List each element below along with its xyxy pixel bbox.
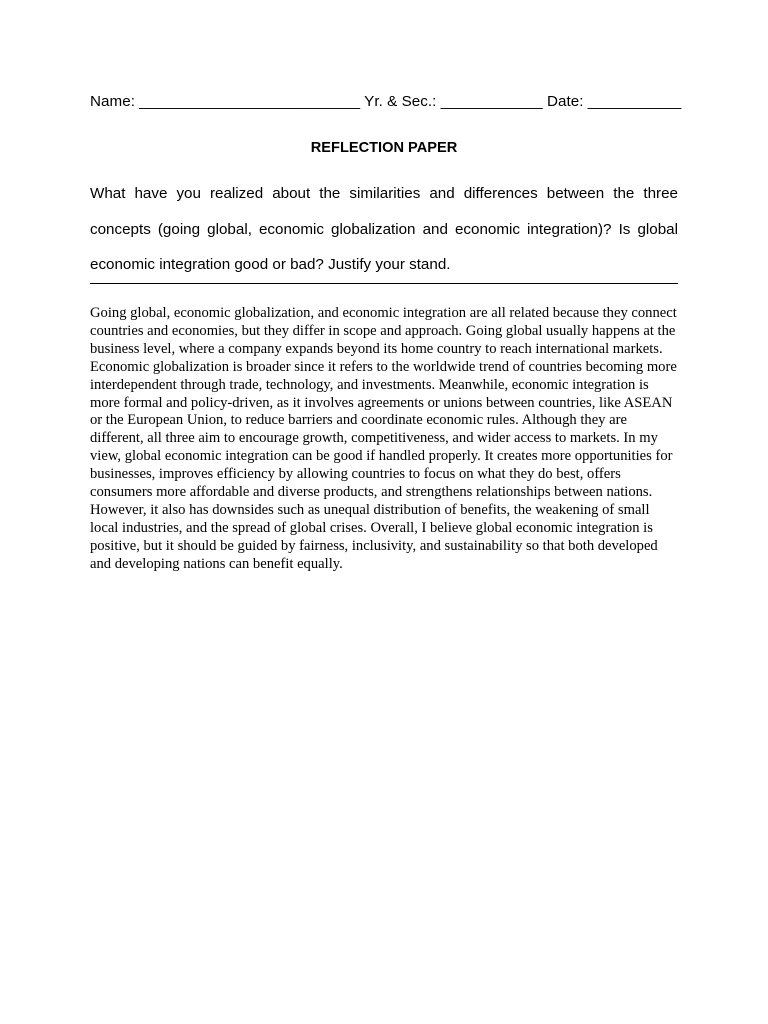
document-page [90, 0, 682, 1024]
page-title: REFLECTION PAPER [310, 140, 458, 156]
student-info-line: Name: __________________________ Yr. & Sec.: ____________ Date: ___________ [90, 93, 682, 110]
reflection-answer: Going global, economic globalization, and economic integration are all related because they connect countries and economies, but they differ in scope and approach. Going global usually happens at the business level, where a company expands beyond its home country to reach international markets. Economic globalization is broader since it refers to the worldwide trend of countries becoming more interdependent through trade, technology, and investments. Meanwhile, economic integration is more formal and policy-driven, as it involves agreements or unions between countries, like ASEAN or the European Union, to reduce barriers and coordinate economic rules. Although they are different, all three aim to encourage growth, competitiveness, and wider access to markets. In my view, global economic integration can be good if handled properly. It creates more opportunities for businesses, improves efficiency by allowing countries to focus on what they do best, offers consumers more affordable and diverse products, and strengthens relationships between nations. However, it also has downsides such as unequal distribution of benefits, the weakening of small local industries, and the spread of global crises. Overall, I believe global economic integration is positive, but it should be guided by fairness, inclusivity, and sustainability so that both developed and developing nations can benefit equally. [90, 305, 677, 572]
reflection-question: What have you realized about the similarities and differences between the three concepts (going global, economic globalization and economic integration)? Is global economic integration good or bad? Justify your stand. [90, 176, 678, 284]
